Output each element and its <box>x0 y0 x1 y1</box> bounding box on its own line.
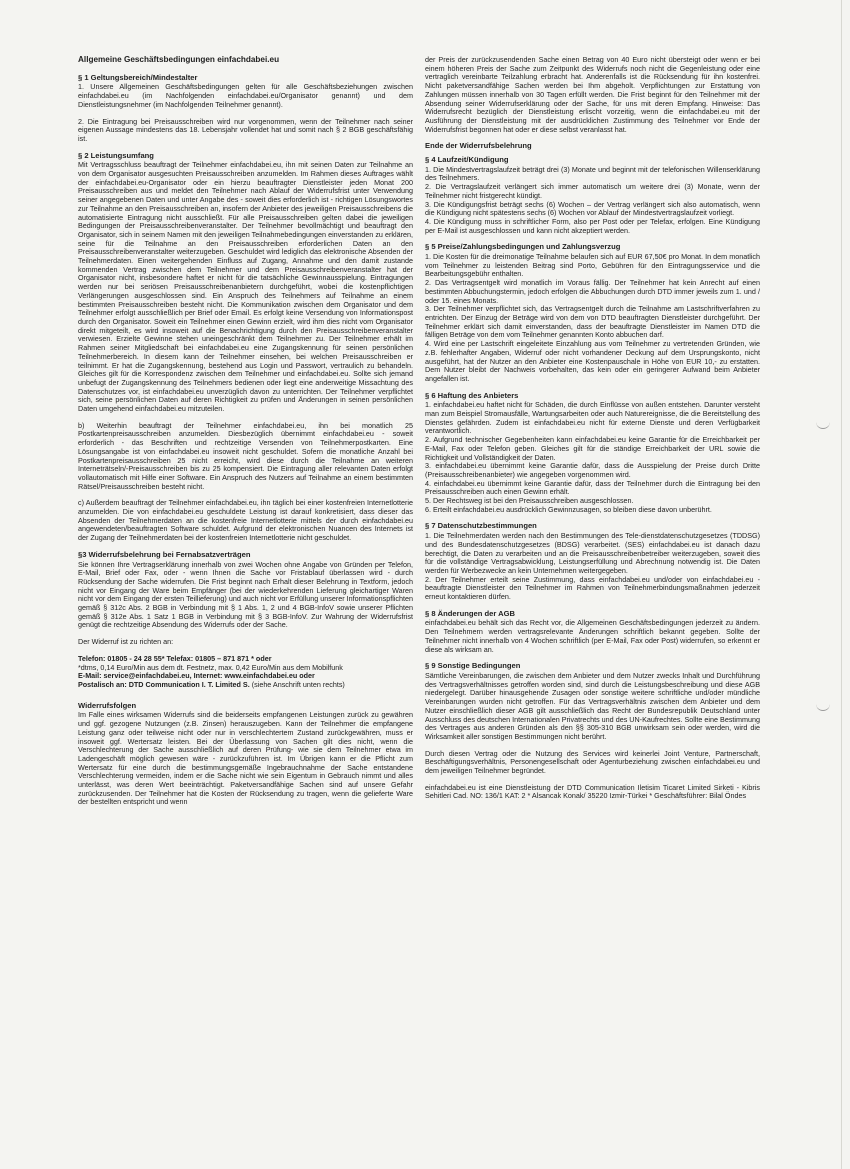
section-4-paragraph-1: 1. Die Mindestvertragslaufzeit beträgt drei (3) Monate und beginnt mit der telefonischen Willenserklärung des Teilnehmers. <box>425 164 760 183</box>
section-5-paragraph-3: 3. Der Teilnehmer verpflichtet sich, das Vertragsentgelt durch die Teilnahme am Lastschriftverfahren zu entrichten. Der Einzug der Beträge wird von dem von DTD beauftragten Dienstleister durchgeführt. Der Teilnehmer erklärt sich damit einverstanden, dass der beauftragte Dienstleister im Namen DTD die fälligen Beträge von dem vom Teilnehmer genannten Konto abbuchen darf. <box>425 304 760 340</box>
left-column <box>78 56 413 815</box>
section-9-heading: § 9 Sonstige Bedingungen <box>425 661 521 671</box>
section-5-paragraph-2: 2. Das Vertragsentgelt wird monatlich im Voraus fällig. Der Teilnehmer hat kein Anrecht auf einen bestimmten Abbuchungstermin, jedoch erfolgen die Abbuchungen durch DTD immer jeweils zum 1. und / oder 15. eines Monats. <box>425 278 760 305</box>
contact-email: E-Mail: service@einfachdabei.eu, Internet: www.einfachdabei.eu oder <box>78 671 315 681</box>
section-withdrawal-consequences-paragraph: Im Falle eines wirksamen Widerrufs sind die beiderseits empfangenen Leistungen zurück zu gewähren und ggf. gezogene Nutzungen (z.B. Zinsen) herauszugeben. Kann der Teilnehmer die empfangene Leistung ganz oder teilweise nicht oder nur in verschlechtertem Zustand zurückgewähren, muss er insoweit ggf. Wertersatz leisten. Bei der Überlassung von Sachen gilt dies nicht, wenn die Verschlechterung der Sache ausschließlich auf deren Prüfung- wie sie dem Teilnehmer etwa im Ladengeschäft möglich gewesen wäre - zurückzuführen ist. Im Übrigen kann er die Pflicht zum Wertersatz für eine durch die bestimmungsgemäße Ingebrauchnahme der Sache entstandene Verschlechterung vermeiden, indem er die Sache nicht wie sein Eigentum in Gebrauch nimmt und alles unterlässt, was deren Wert beeinträchtigt. Paketversandfähige Sachen sind auf unsere Gefahr zurückzusenden. Der Teilnehmer hat die Kosten der Rücksendung zu tragen, wenn die gelieferte Ware der bestellten entspricht und wenn <box>78 710 413 807</box>
section-2-paragraph-c: c) Außerdem beauftragt der Teilnehmer einfachdabei.eu, ihn täglich bei einer kostenfreien Internetlotterie anzumelden. Die von einfachdabei.eu geschuldete Leistung ist darauf konkretisiert, dass dieser das Absenden der Teilnehmerdaten an die kostenfreie Internetlotterie mittels der durch einfachdabei.eu angewendeten/beauftragten Software schuldet. Aufgrund der elektronischen Nuancen des Internets ist der Zugang der Teilnehmerdaten bei der kostenfreien Internetlotterie nicht geschuldet. <box>78 498 413 543</box>
section-4-paragraph-2: 2. Die Vertragslaufzeit verlängert sich immer automatisch um weitere drei (3) Monate, wenn der Teilnehmer nicht fristgerecht kündigt. <box>425 182 760 200</box>
contact-postal-label: Postalisch an: DTD Communication I. T. Limited S. <box>78 680 250 689</box>
section-5-paragraph-1: 1. Die Kosten für die dreimonatige Teilnahme belaufen sich auf EUR 67,50€ pro Monat. In dem monatlich vom Teilnehmer zu leistenden Beitrag sind Porto, Gebühren für den Eintragungsservice und die Bearbeitungsgebühr enthalten. <box>425 252 760 279</box>
contact-postal <box>78 681 413 690</box>
margin-checkmark <box>816 418 830 429</box>
section-5-heading: § 5 Preise/Zahlungsbedingungen und Zahlungsverzug <box>425 242 621 252</box>
section-6-paragraph-1: 1. einfachdabei.eu haftet nicht für Schäden, die durch Einflüsse von außen entstehen. Darunter versteht man zum Beispiel Stromausfälle, Wartungsarbeiten oder auch Naturereignisse, die die Bereitstellung des Dienstes gefährden. Zudem ist einfachdabei.eu nicht für externe Dienste und deren Verfügbarkeit verantwortlich. <box>425 400 760 436</box>
section-8-heading: § 8 Änderungen der AGB <box>425 608 516 618</box>
withdrawal-contact-block <box>78 655 413 690</box>
section-8-paragraph-1: einfachdabei.eu behält sich das Recht vor, die Allgemeinen Geschäftsbedingungen jederzeit zu ändern. Den Teilnehmern werden vertragsrelevante Änderungen schriftlich bekannt gegeben. Sollte der Teilnehmer nicht innerhalb von 4 Wochen schriftlich (per E-Mail, Fax oder Post) widerrufen, so erkennt er diese als wirksam an. <box>425 618 760 654</box>
section-3-heading: §3 Widerrufsbelehrung bei Fernabsatzverträgen <box>78 549 251 559</box>
section-9-company-info: einfachdabei.eu ist eine Dienstleistung der DTD Communication Iletisim Ticaret Limited Sirketi - Kibris Sehitleri Cad. NO: 136/1 KAT: 2 * Alsancak Konak/ 35220 Izmir-Türkei * Geschäftsführer: Bilal Öndes <box>425 782 760 801</box>
section-6-heading: § 6 Haftung des Anbieters <box>425 390 519 400</box>
right-column <box>425 56 760 809</box>
section-6-paragraph-4: 4. einfachdabei.eu übernimmt keine Garantie dafür, dass der Teilnehmer durch die Eintragung bei den Preisausschreiben auch einen Gewinn erhält. <box>425 478 760 497</box>
section-9-paragraph-2: Durch diesen Vertrag oder die Nutzung des Services wird keinerlei Joint Venture, Partnerschaft, Beschäftigungsverhältnis, Personengesellschaft oder Agenturbeziehung zwischen einfachdabei.eu und dem jeweiligen Teilnehmer begründet. <box>425 748 760 776</box>
section-6-paragraph-2: 2. Aufgrund technischer Gegebenheiten kann einfachdabei.eu keine Garantie für die Erreichbarkeit per E-Mail, Fax oder Telefon geben. Gleiches gilt für die ständige Erreichbarkeit der URL sowie die Richtigkeit und Vollständigkeit der Daten. <box>425 435 760 462</box>
section-7-paragraph-2: 2. Der Teilnehmer erteilt seine Zustimmung, dass einfachdabei.eu und/oder von einfachdabei.eu - beauftragte Dienstleister den Teilnehmer im Rahmen von Teilnehmerbindungsmaßnahmen jederzeit erneut kontaktieren dürfen. <box>425 574 760 602</box>
section-3-paragraph-1: Sie können Ihre Vertragserklärung innerhalb von zwei Wochen ohne Angabe von Gründen per Telefon, E-Mail, Brief oder Fax, oder - wenn Ihnen die Sache vor Fristablauf überlassen wird - durch Rücksendung der Sache widerrufen. Die Frist beginnt nach Erhalt dieser Belehrung in Textform, jedoch nicht vor Eingang der Ware beim Empfänger (bei der wiederkehrenden Lieferung gleichartiger Waren nicht vor dem Eingang der ersten Teillieferung) und auch nicht vor Erfüllung unserer Informationspflichten gemäß § 312c Abs. 2 BGB in Verbindung mit § 1 Abs. 1, 2 und 4 BGB-InfoV sowie unserer Pflichten gemäß § 312e Abs. 1 Satz 1 BGB in Verbindung mit § 3 BGB-InfoV. Zur Wahrung der Widerrufsfrist genügt die rechtzeitige Absendung des Widerrufs oder der Sache. <box>78 559 413 630</box>
section-4-paragraph-4: 4. Die Kündigung muss in schriftlicher Form, also per Post oder per Telefax, erfolgen. Eine Kündigung per E-Mail ist ausgeschlossen und kann nicht akzeptiert werden. <box>425 216 760 235</box>
margin-checkmark <box>816 700 830 711</box>
contact-postal-note: (siehe Anschrift unten rechts) <box>249 680 345 689</box>
section-1-heading: § 1 Geltungsbereich/Mindestalter <box>78 72 198 82</box>
section-7-paragraph-1: 1. Die Teilnehmerdaten werden nach den Bestimmungen des Tele-dienstdatenschutzgesetzes (TDDSG) und des Bundesdatenschutzgesetzes (BDSG) verarbeitet. (SES) einfachdabei.eu ist danach dazu berechtigt, die Daten zu verarbeiten und an die Preisausschreibenbetreiber weiterzugeben, soweit dies für die vollständige Vertragsabwicklung, Leistungserfüllung und Abrechnung notwendig ist. Die Daten werden für Werbezwecke an kein Unternehmen weitergegeben. <box>425 531 760 575</box>
end-of-withdrawal-note: Ende der Widerrufsbelehrung <box>425 141 532 151</box>
section-4-heading: § 4 Laufzeit/Kündigung <box>425 155 509 165</box>
contact-rates: *dtms, 0,14 Euro/Min aus dem dt. Festnetz, max. 0,42 Euro/Min aus dem Mobilfunk <box>78 662 343 672</box>
section-1-paragraph-2: 2. Die Eintragung bei Preisausschreiben wird nur vorgenommen, wenn der Teilnehmer nach seiner eigenen Aussage mindestens das 18. Lebensjahr vollendet hat und somit nach § 2 BGB geschäftsfähig ist. <box>78 116 413 143</box>
section-2-paragraph-b: b) Weiterhin beauftragt der Teilnehmer einfachdabei.eu, ihn bei monatlich 25 Postkartenpreisausschreiben anzumelden. Diesbezüglich übernimmt einfachdabei.eu - soweit erforderlich - das Beschriften und rechtzeitige Versenden von Teilnehmerpostkarten. Eine Lösungsangabe ist von einfachdabei.eu insoweit nicht geschuldet. Sofern die monatliche Anzahl bei Postkartenpreisausschreiben 25 nicht erreicht, wird diese durch die Teilnahme an weiteren Interneträtseln/-Preisausschreiben bis zu 25 kompensiert. Die Eintragung aller relevanten Daten erfolgt vollautomatisch mit Hilfe einer Software. Ein Anspruch des Nutzers auf Teilnahme an einem bestimmten Rätsel/Preisausschreiben besteht nicht. <box>78 420 413 491</box>
section-6-paragraph-3: 3. einfachdabei.eu übernimmt keine Garantie dafür, dass die Ausspielung der Preise durch Dritte (Preisausschreibenanbieter) wie angegeben vorgenommen wird. <box>425 461 760 479</box>
section-5-paragraph-4: 4. Wird eine per Lastschrift eingeleitete Einzahlung aus vom Teilnehmer zu vertretenden Gründen, wie z.B. fehlerhafter Angaben, Widerruf oder nicht vorhandener Deckung auf dem Ursprungskonto, nicht ausgeführt, hat der Nutzer an den Anbieter eine Kostenpauschale in Höhe von EUR 10,- zu erstatten. Dem Nutzer bleibt der Nachweis vorbehalten, das kein oder ein geringerer Aufwand beim Anbieter angefallen ist. <box>425 339 760 383</box>
withdrawal-continuation-paragraph: der Preis der zurückzusendenden Sache einen Betrag von 40 Euro nicht übersteigt oder wenn er bei einem höheren Preis der Sache zum Zeitpunkt des Widerrufs noch nicht die Gegenleistung oder eine vertraglich vereinbarte Teilzahlung erbracht hat. Anderenfalls ist die Rücksendung für ihn kostenfrei. Nicht paketversandfähige Sachen werden bei Ihm abgeholt. Verpflichtungen zur Erstattung von Zahlungen müssen innerhalb von 30 Tagen erfüllt werden. Die Frist beginnt für den Teilnehmer mit der Absendung seiner Widerrufserklärung oder der Sache, für uns mit deren Empfang. Hinweise: Das Widerrufsrecht bezüglich der Dienstleistung erlischt vorzeitig, wenn die einfachdabei.eu mit der Ausführung der Dienstleistung mit der ausdrücklichen Zustimmung des Teilnehmer vor Ende der Widerrufsfrist begonnen hat oder er diese selbst veranlasst hat. <box>425 55 760 134</box>
page-edge-shadow <box>841 0 842 1169</box>
section-1-paragraph-1: 1. Unsere Allgemeinen Geschäftsbedingungen gelten für alle Geschäftsbeziehungen zwischen einfachdabei.eu (im Nachfolgenden einfachdabei.eu/Organisator genannt) und dem Dienstleistungsnehmer (im Nachfolgenden Teilnehmer genannt). <box>78 82 413 109</box>
section-3-paragraph-2: Der Widerruf ist zu richten an: <box>78 637 174 647</box>
section-7-heading: § 7 Datenschutzbestimmungen <box>425 521 537 531</box>
section-withdrawal-consequences-heading: Widerrufsfolgen <box>78 700 137 710</box>
section-2-heading: § 2 Leistungsumfang <box>78 150 154 160</box>
section-2-paragraph-a: Mit Vertragsschluss beauftragt der Teilnehmer einfachdabei.eu, ihn mit seinen Daten zur Teilnahme an von dem Organisator ausgesuchten Preisausschreiben anzumelden. Im Rahmen dieses Auftrages wählt der einfachdabei.eu-Organisator oder ein hierzu beauftragter Dienstleister jeden Monat 200 Preisausschreiben aus und meldet den Teilnehmer nach Ablauf der Widerrufsfrist unter Verwendung seiner angegebenen Daten und unter Angabe des - soweit dies erforderlich ist - richtigen Lösungswortes zur Teilnahme an den Preisausschreiben an, insofern der Anbieter des jeweiligen Preisausschreibens die automatisierte Eintragung nicht ausschließt. Für alle Preisausschreiben gelten dabei die jeweiligen Bedingungen der Preisausschreibenveranstalter. Der Teilnehmer bevollmächtigt und beauftragt den Organisator, sich in seinem Namen mit den jeweiligen Teilnahmebedingungen einverstanden zu erklären, seine für die Teilnahme an den Preisausschreiben erforderlichen Daten an den Preisausschreibenveranstalter weiterzugeben. Geschuldet wird lediglich das elektronische Absenden der Teilnehmerdaten. Einen weitergehenden Einfluss auf Zugang, Annahme und den damit zustande kommenden Vertrag zwischen dem Teilnehmer und dem Preisausschreibenveranstalter hat der Organisator nicht, insbesondere haftet er nicht für die tatsächliche Gewinnausspielung. Eintragungen werden nur bei seriösen Preisausschreibenanbietern durchgeführt, wobei die kostenpflichtigen Verlängerungen ausgeschlossen sind. Ein Anspruch des Teilnehmers auf Teilnahme an einem bestimmten Preisausschreiben besteht nicht. Die Kommunikation zwischen dem Organisator und dem Teilnehmer erfolgt ausschließlich per Brief oder Email. Es erfolgt keine Versendung von Informationspost durch den Organisator. Soweit ein Teilnehmer einen Gewinn erzielt, wird ihm dies nicht vom Organisator direkt mitgeteilt, es wird insoweit auf die Benachrichtigung durch den Preisausschreibenveranstalter verwiesen. Erzielte Gewinne stehen uneingeschränkt dem Teilnehmer zu. Der Teilnehmer erhält im Rahmen seiner Mitgliedschaft bei einfachdabei.eu eine Zugangskennung für seinen persönlichen Teilnehmerbereich. In diesem kann der Teilnehmer einsehen, bei welchen Preisausschreiben er teilnimmt. Er hat die Zugangskennung, bestehend aus Login und Passwort, vertraulich zu behandeln. Gleiches gilt für die Korrespondenz zwischen dem Teilnehmer und einfachdabei.eu. Sollte sich jemand unbefugt der Zugangskennung des Teilnehmers bedienen oder liegt eine anderweitige Missachtung des Datenschutzes vor, ist einfachdabei.eu unverzüglich davon zu unterrichten. Der Teilnehmer verpflichtet sich, seine persönlichen Daten auf deren Richtigkeit zu prüfen und Änderungen in seinen persönlichen Daten umgehend einfachdabei.eu mitzuteilen. <box>78 160 413 414</box>
section-9-paragraph-1: Sämtliche Vereinbarungen, die zwischen dem Anbieter und dem Nutzer zwecks Inhalt und Durchführung des Vertragsverhältnisses getroffen worden sind, sind durch die Leistungsbeschreibung und diese AGB niedergelegt. Darüber hinausgehende Zusagen oder sonstige weitere schriftliche und/oder mündliche Vereinbarungen wurden nicht getroffen. Für das Vertragsverhältnis zwischen dem Anbieter und dem Nutzer einschließlich dieser AGB gilt ausschließlich das Recht der Bundesrepublik Deutschland unter Ausschluss des deutschen Internationalen Privatrechts und des UN-Kaufrechtes. Sollte eine Bestimmung des Vertrages aus anderen Gründen als den §§ 305-310 BGB unwirksam sein oder werden, wird die Wirksamkeit aller sonstigen Bestimmungen nicht berührt. <box>425 671 760 741</box>
section-4-paragraph-3: 3. Die Kündigungsfrist beträgt sechs (6) Wochen – der Vertrag verlängert sich also automatisch, wenn die Kündigung nicht spätestens sechs (6) Wochen vor Ablauf der Mindestvertragslaufzeit vorliegt. <box>425 199 760 218</box>
section-6-paragraph-6: 6. Erteilt einfachdabei.eu ausdrücklich Gewinnzusagen, so bleiben diese davon unberührt. <box>425 504 712 514</box>
document-title: Allgemeine Geschäftsbedingungen einfachdabei.eu <box>78 55 280 64</box>
section-6-paragraph-5: 5. Der Rechtsweg ist bei den Preisausschreiben ausgeschlossen. <box>425 496 634 506</box>
contact-phone: Telefon: 01805 - 24 28 55* Telefax: 01805 – 871 871 * oder <box>78 653 272 663</box>
